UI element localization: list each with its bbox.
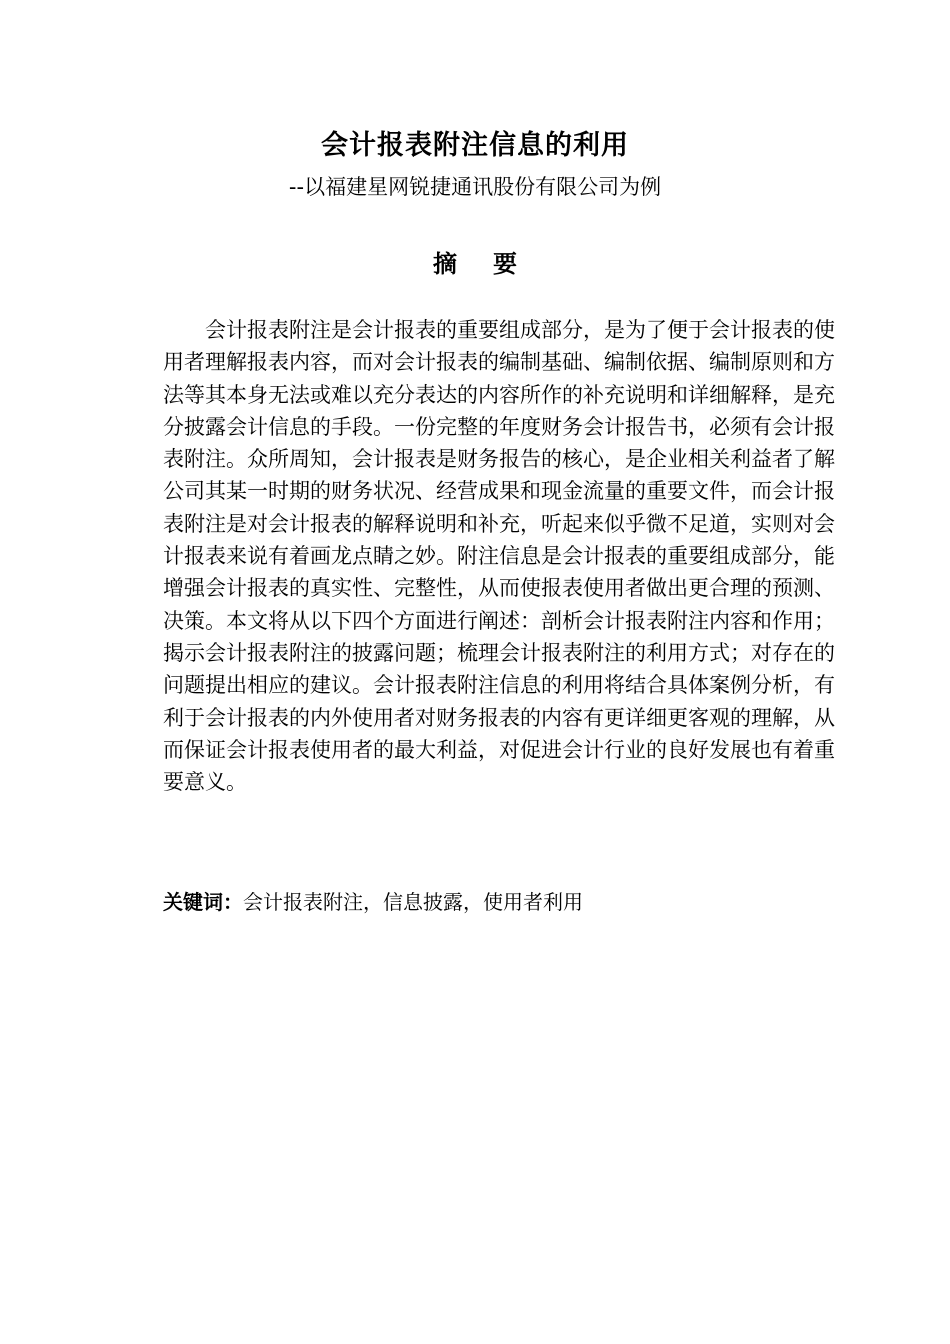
document-subtitle: --以福建星网锐捷通讯股份有限公司为例 xyxy=(288,175,662,199)
abstract-heading: 摘要 xyxy=(433,250,553,278)
keywords-line xyxy=(163,886,835,918)
abstract-body: 会计报表附注是会计报表的重要组成部分，是为了便于会计报表的使用者理解报表内容，而对会计报表的编制基础、编制依据、编制原则和方法等其本身无法或难以充分表达的内容所作的补充说明和详细解释，是充分披露会计信息的手段。一份完整的年度财务会计报告书，必须有会计报表附注。众所周知，会计报表是财务报告的核心，是企业相关利益者了解公司其某一时期的财务状况、经营成果和现金流量的重要文件，而会计报表附注是对会计报表的解释说明和补充，听起来似乎微不足道，实则对会计报表来说有着画龙点睛之妙。附注信息是会计报表的重要组成部分，能增强会计报表的真实性、完整性，从而使报表使用者做出更合理的预测、决策。本文将从以下四个方面进行阐述：剖析会计报表附注内容和作用；揭示会计报表附注的披露问题；梳理会计报表附注的利用方式；对存在的问题提出相应的建议。会计报表附注信息的利用将结合具体案例分析，有利于会计报表的内外使用者对财务报表的内容有更详细更客观的理解，从而保证会计报表使用者的最大利益，对促进会计行业的良好发展也有着重要意义。 xyxy=(163,318,835,795)
keywords-label: 关键词： xyxy=(163,890,243,914)
keywords-text: 会计报表附注，信息披露，使用者利用 xyxy=(243,890,583,914)
document-title: 会计报表附注信息的利用 xyxy=(321,130,629,161)
